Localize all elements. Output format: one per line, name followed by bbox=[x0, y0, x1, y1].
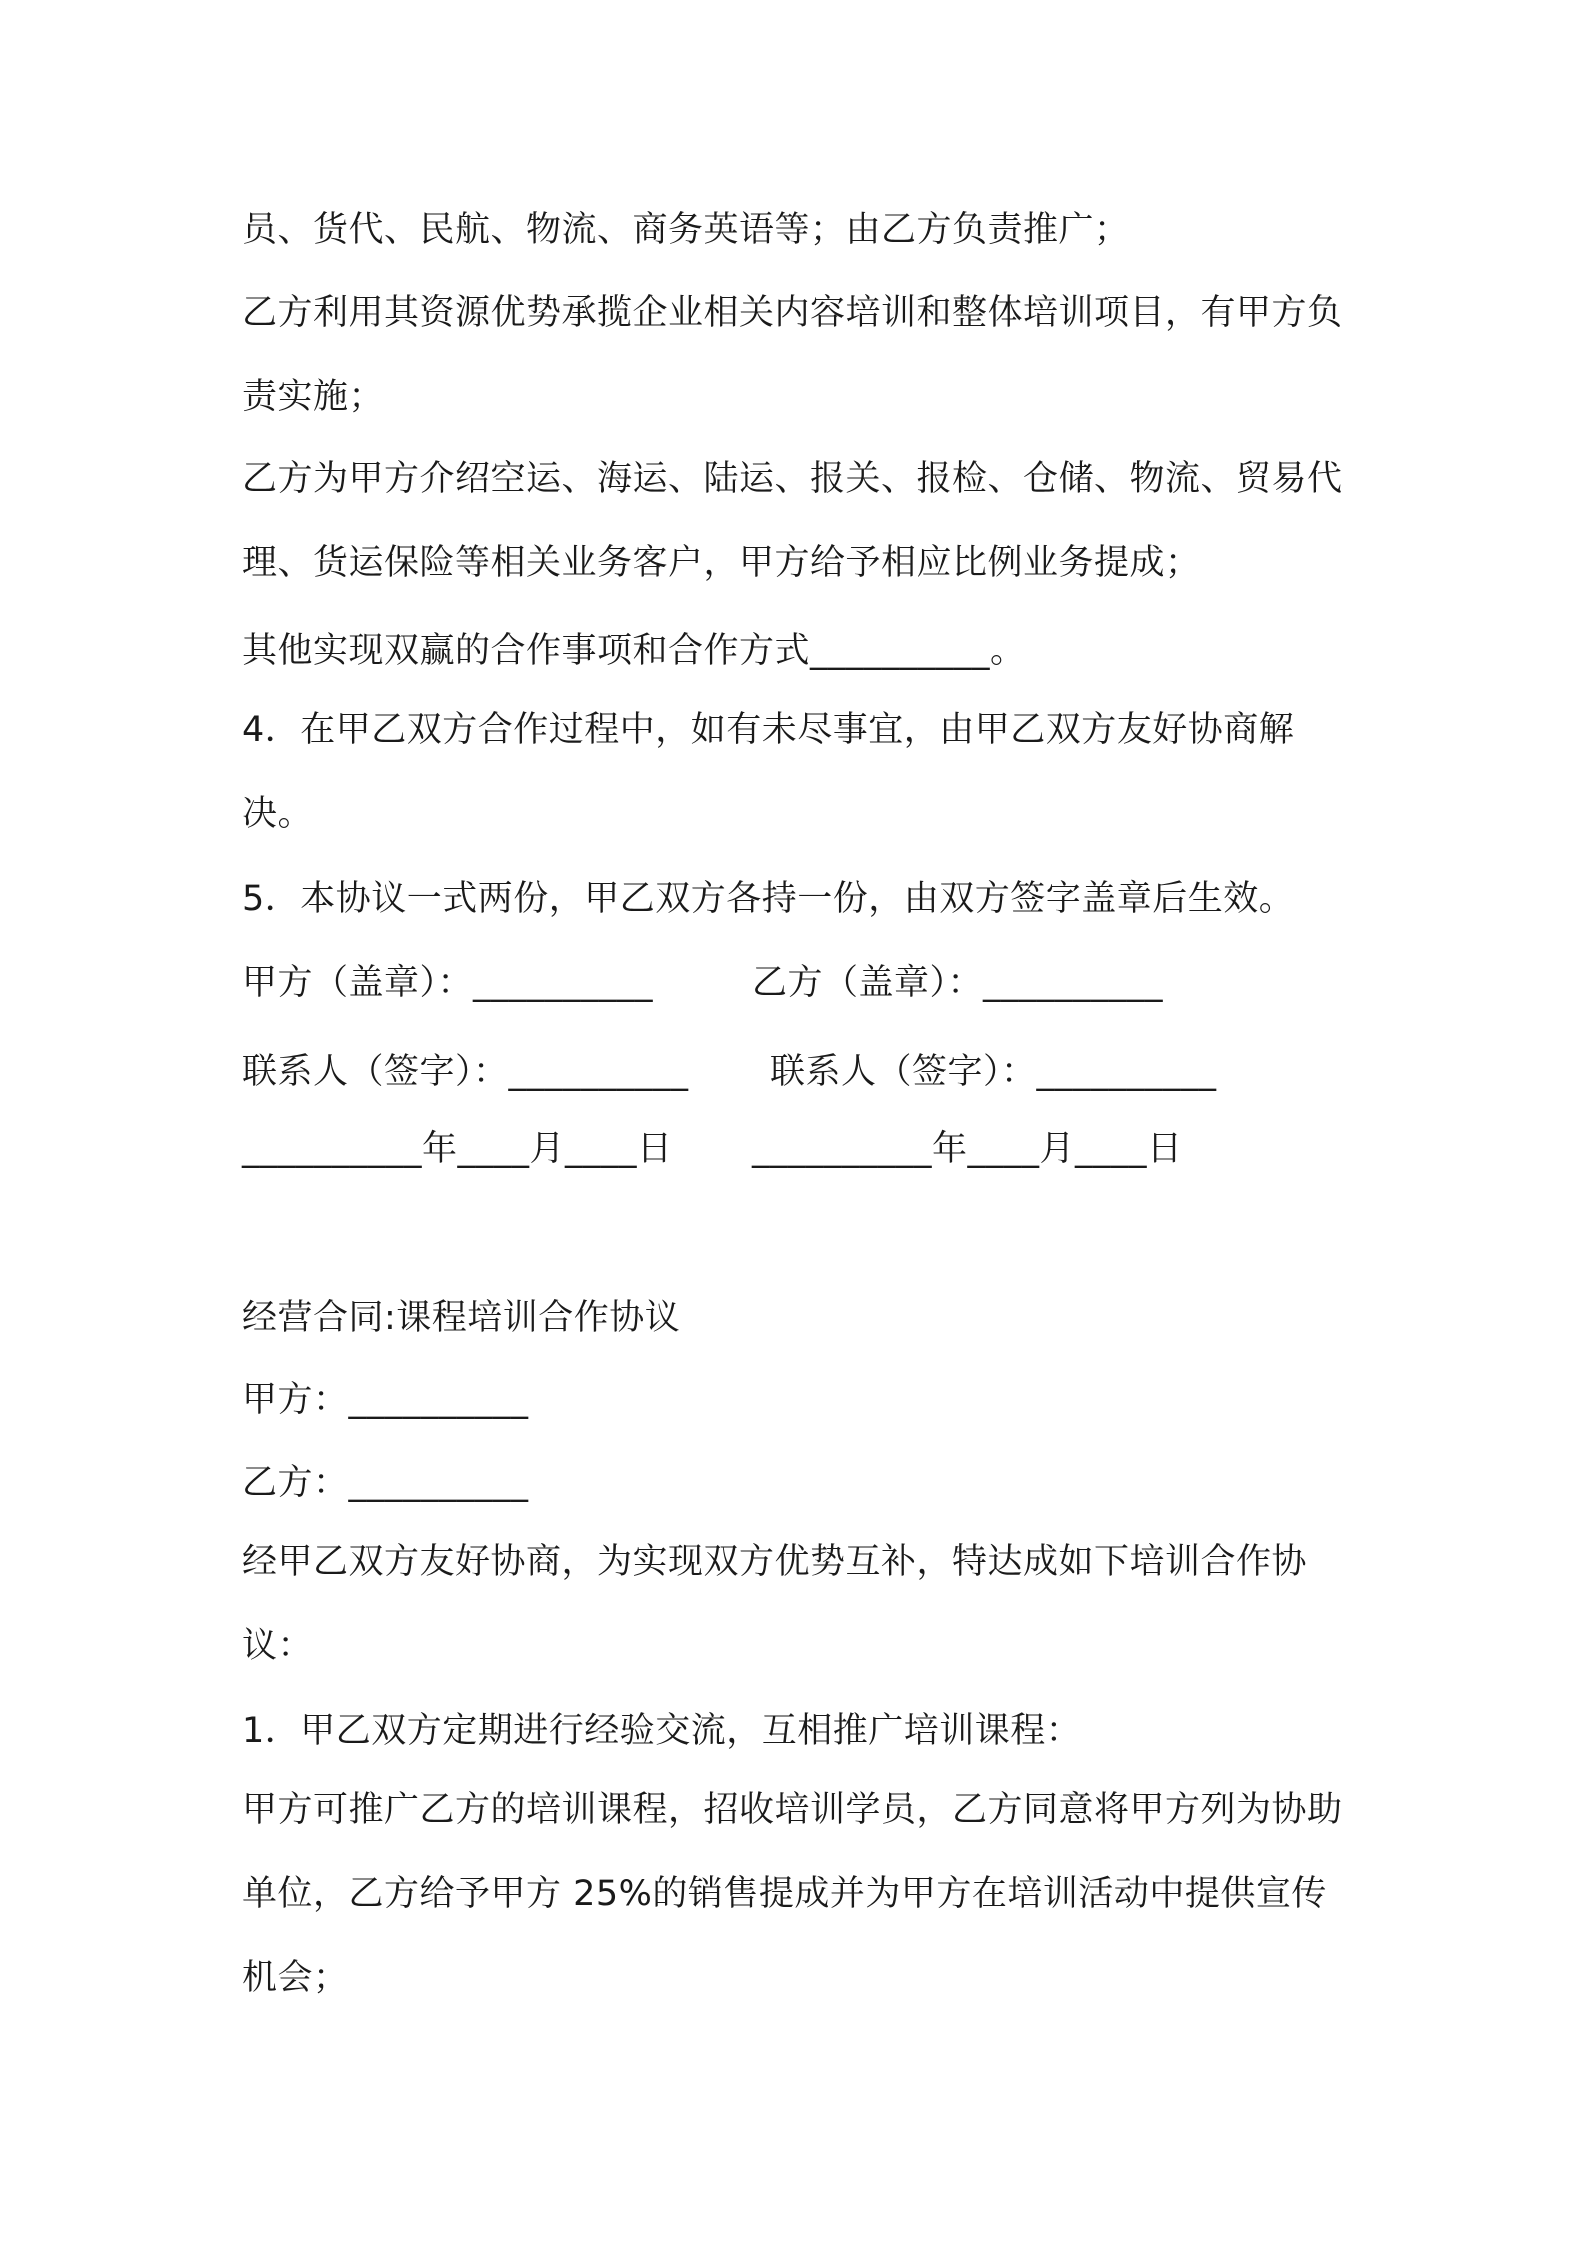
agreement-item-1: 1．甲乙双方定期进行经验交流，互相推广培训课程： bbox=[242, 1711, 1082, 1751]
paragraph-continuation: 员、货代、民航、物流、商务英语等；由乙方负责推广； bbox=[242, 210, 1130, 250]
clause-4: 4．在甲乙双方合作过程中，如有未尽事宜，由甲乙双方友好协商解决。 bbox=[242, 710, 1295, 834]
paragraph-other-cooperation: 其他实现双赢的合作事项和合作方式__________。 bbox=[242, 631, 1026, 671]
clause-5: 5．本协议一式两份，甲乙双方各持一份，由双方签字盖章后生效。 bbox=[242, 879, 1295, 919]
contract-title: 经营合同:课程培训合作协议 bbox=[242, 1298, 681, 1338]
contact-b-signature-field: 联系人（签字）：__________ bbox=[770, 1052, 1217, 1092]
party-b-field: 乙方：__________ bbox=[242, 1463, 529, 1503]
contact-a-signature-field: 联系人（签字）：__________ bbox=[242, 1052, 689, 1092]
date-a-field: __________年____月____日 bbox=[242, 1129, 673, 1169]
paragraph-training-projects: 乙方利用其资源优势承揽企业相关内容培训和整体培训项目，有甲方负责实施； bbox=[242, 293, 1343, 417]
party-a-seal-field: 甲方（盖章）：__________ bbox=[242, 963, 654, 1003]
party-a-field: 甲方：__________ bbox=[242, 1380, 529, 1420]
agreement-intro: 经甲乙双方友好协商，为实现双方优势互补，特达成如下培训合作协议： bbox=[242, 1542, 1308, 1666]
paragraph-business-referral: 乙方为甲方介绍空运、海运、陆运、报关、报检、仓储、物流、贸易代理、货运保险等相关业务客户，甲方给予相应比例业务提成； bbox=[242, 459, 1343, 583]
date-b-field: __________年____月____日 bbox=[752, 1129, 1183, 1169]
party-b-seal-field: 乙方（盖章）：__________ bbox=[752, 963, 1164, 1003]
agreement-item-1-detail: 甲方可推广乙方的培训课程，招收培训学员，乙方同意将甲方列为协助单位，乙方给予甲方 25%的销售提成并为甲方在培训活动中提供宣传机会； bbox=[242, 1790, 1343, 1998]
